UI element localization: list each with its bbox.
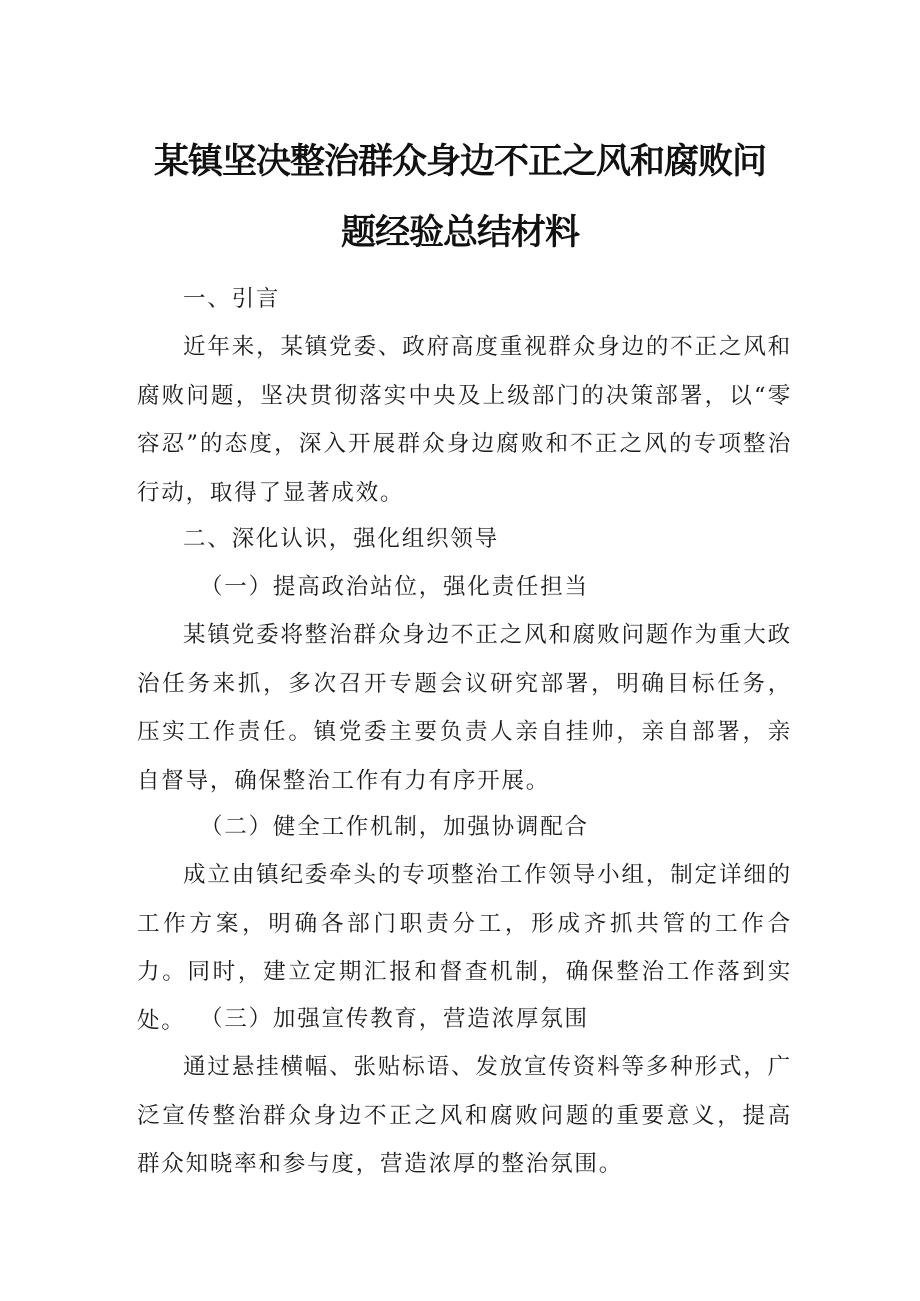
document-title-line-1: 某镇坚决整治群众身边不正之风和腐败问 xyxy=(153,142,766,182)
section-heading-organization: 二、深化认识，强化组织领导 xyxy=(183,526,499,552)
subsection-paragraph-1: 某镇党委将整治群众身边不正之风和腐败问题作为重大政治任务来抓，多次召开专题会议研究部署，明确目标任务，压实工作责任。镇党委主要负责人亲自挂帅，亲自部署，亲自督导，确保整治工作有力有序开展。 xyxy=(137,622,792,794)
subsection-paragraph-2: 成立由镇纪委牵头的专项整治工作领导小组，制定详细的工作方案，明确各部门职责分工，形成齐抓共管的工作合力。同时，建立定期汇报和督查机制，确保整治工作落到实处。 xyxy=(137,862,792,1034)
introduction-paragraph: 近年来，某镇党委、政府高度重视群众身边的不正之风和腐败问题，坚决贯彻落实中央及上级部门的决策部署，以“零容忍”的态度，深入开展群众身边腐败和不正之风的专项整治行动，取得了显著成效。 xyxy=(137,334,792,506)
document-title-line-2: 题经验总结材料 xyxy=(340,213,579,253)
subsection-paragraph-3: 通过悬挂横幅、张贴标语、发放宣传资料等多种形式，广泛宣传整治群众身边不正之风和腐败问题的重要意义，提高群众知晓率和参与度，营造浓厚的整治氛围。 xyxy=(137,1054,792,1177)
subsection-heading-3: （三）加强宣传教育，营造浓厚氛围 xyxy=(200,1006,589,1032)
subsection-heading-2: （二）健全工作机制，加强协调配合 xyxy=(200,814,589,840)
subsection-heading-1: （一）提高政治站位，强化责任担当 xyxy=(200,574,589,600)
section-heading-introduction: 一、引言 xyxy=(183,286,281,312)
